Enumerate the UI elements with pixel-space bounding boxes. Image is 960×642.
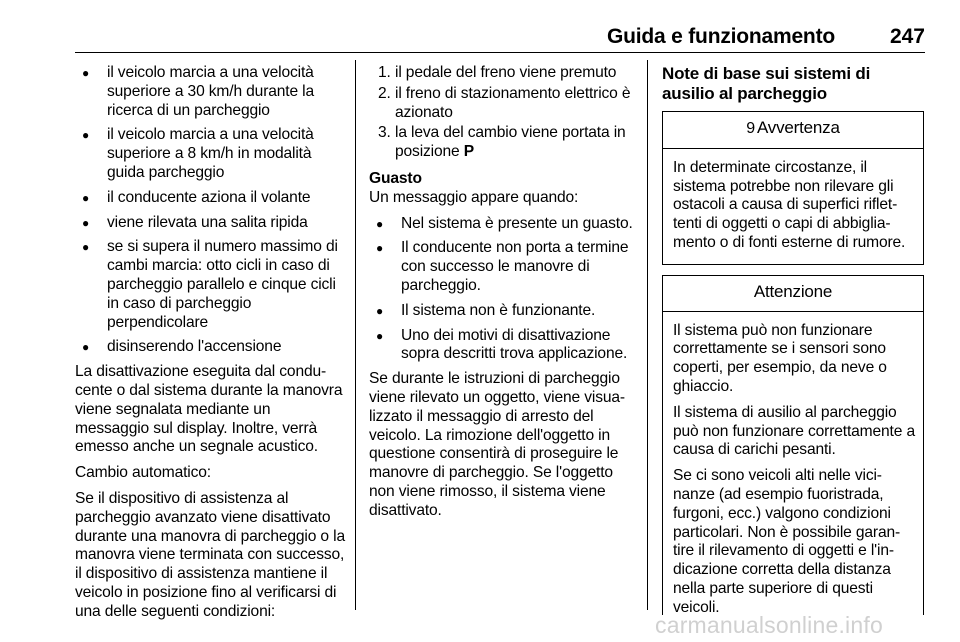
item-text: il freno di stazionamento elettrico è azionato xyxy=(395,84,631,121)
list-item: ● disinserendo l'accensione xyxy=(75,338,345,357)
paragraph: La disattivazione eseguita dal conducente o dal sistema durante la manovra viene segnalata mediante un messaggio sul display. Inoltre, verrà emesso anche un segnale acustico. xyxy=(75,363,343,456)
warning-box-header xyxy=(663,112,923,149)
item-number: 3. xyxy=(378,124,391,142)
item-number: 1. xyxy=(378,64,391,81)
release-conditions-list xyxy=(369,64,634,162)
subheading-guasto: Guasto xyxy=(369,169,422,187)
warning-title: Avvertenza xyxy=(756,118,840,137)
list-item: ● se si supera il numero massimo di cambi marcia: otto cicli in caso di parcheggio parallelo e cinque cicli in caso di parcheggio perpendicolare xyxy=(75,238,345,332)
paragraph: Se durante le istruzioni di parcheggio viene rilevato un oggetto, viene visualizzato il messaggio di arresto del veicolo. La rimozione dell'oggetto in questione consentirà di proseguire le manovre di parcheggio. Se l'oggetto non viene rimosso, il sistema viene disattivato. xyxy=(369,370,626,519)
list-item: ● Uno dei motivi di disattivazione sopra descritti trova applicazione. xyxy=(369,327,634,365)
column-divider xyxy=(355,60,356,610)
column-divider xyxy=(647,60,648,610)
column-middle xyxy=(369,64,634,528)
attention-text: Il sistema può non funzionare correttamente se i sensori sono coperti, per esempio, da neve o ghiaccio. xyxy=(673,321,887,395)
list-item: ● viene rilevata una salita ripida xyxy=(75,214,345,233)
warning-box-body xyxy=(663,149,923,264)
gear-position-p: P xyxy=(463,143,474,161)
page-number: 247 xyxy=(889,25,925,48)
list-item: ● Il sistema non è funzionante. xyxy=(369,302,634,321)
paragraph: Un messaggio appare quando: xyxy=(369,188,579,206)
column-right xyxy=(662,64,926,615)
warning-text: In determinate circostanze, il sistema potrebbe non rilevare gli ostacoli a causa di superfici riflettenti di oggetti o capi di abbigliamento o di fonti esterne di rumore. xyxy=(673,158,906,251)
attention-box-body xyxy=(663,312,923,629)
paragraph: Cambio automatico: xyxy=(75,464,211,482)
list-item xyxy=(369,64,634,83)
warning-icon: 9 xyxy=(746,120,755,137)
section-heading: Note di base sui sistemi di ausilio al parcheggio xyxy=(662,64,871,103)
page-header xyxy=(75,22,925,53)
list-item: ● Il conducente non porta a termine con successo le manovre di parcheggio. xyxy=(369,239,634,295)
item-text: il pedale del freno viene premuto xyxy=(395,64,617,81)
list-item xyxy=(369,124,634,162)
section-title: Guida e funzionamento xyxy=(607,25,835,48)
item-text: la leva del cambio viene portata in posizione xyxy=(395,124,626,161)
item-number: 2. xyxy=(378,84,391,102)
attention-text: Il sistema di ausilio al parcheggio può non funzionare correttamente a causa di carichi pesanti. xyxy=(673,403,915,459)
column-left xyxy=(75,64,345,629)
list-item: ● il veicolo marcia a una velocità superiore a 30 km/h durante la ricerca di un parcheggio xyxy=(75,64,345,120)
watermark: carmanualsonline.info xyxy=(655,612,883,638)
list-item: ● il veicolo marcia a una velocità superiore a 8 km/h in modalità guida parcheggio xyxy=(75,126,345,182)
attention-box-header: Attenzione xyxy=(663,276,923,312)
attention-text: Se ci sono veicoli alti nelle vicinanze (ad esempio fuoristrada, furgoni, ecc.) valgono condizioni particolari. Non è possibile garantire il rilevamento di oggetti e l'indicazione corretta della distanza nella parte superiore di questi veicoli. xyxy=(673,467,901,616)
list-item: ● Nel sistema è presente un guasto. xyxy=(369,215,634,234)
list-item xyxy=(369,85,634,123)
paragraph: Se il dispositivo di assistenza al parcheggio avanzato viene disattivato durante una manovra di parcheggio o la manovra viene terminata con successo, il dispositivo di assistenza mantiene il veicolo in posizione fino al verificarsi di una delle seguenti condizioni: xyxy=(75,489,345,620)
warning-box xyxy=(662,111,924,265)
list-item: ● il conducente aziona il volante xyxy=(75,189,345,208)
attention-box xyxy=(662,275,924,615)
deactivation-conditions-list xyxy=(75,64,345,357)
fault-list xyxy=(369,215,634,365)
